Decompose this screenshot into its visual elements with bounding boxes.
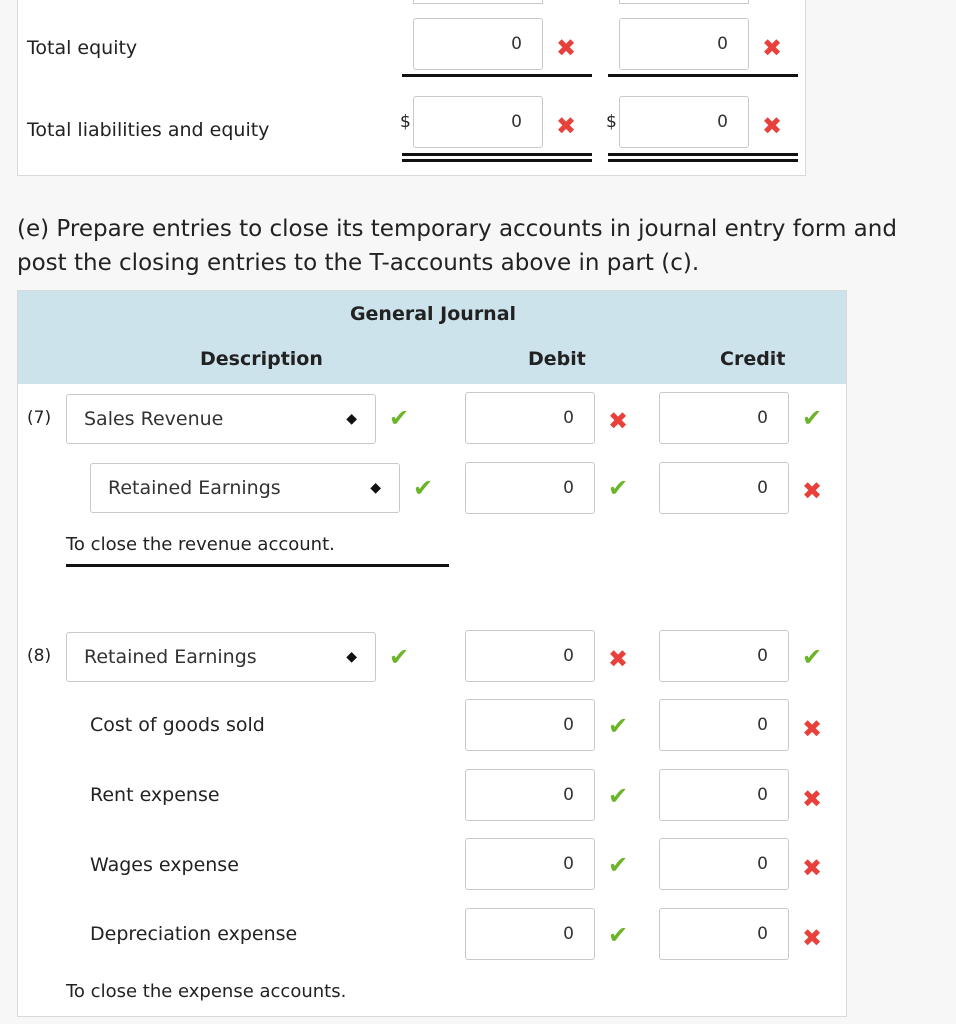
select-arrows-icon: ◆ <box>346 411 357 427</box>
check-icon: ✔ <box>389 643 410 671</box>
underline-single <box>608 74 798 77</box>
total-equity-col1-input[interactable] <box>413 18 543 70</box>
check-icon: ✔ <box>802 643 823 671</box>
entry7-line2-debit-input[interactable] <box>465 462 595 514</box>
entry8-wages-credit-input[interactable] <box>659 838 789 890</box>
check-icon: ✔ <box>608 921 629 949</box>
entry8-line1-debit-input[interactable] <box>465 630 595 682</box>
entry8-depreciation-credit-input[interactable] <box>659 908 789 960</box>
entry7-memo: To close the revenue account. <box>66 534 335 555</box>
entry7-line2-account-select[interactable] <box>90 463 400 513</box>
journal-title: General Journal <box>349 303 517 325</box>
select-arrows-icon: ◆ <box>370 480 381 496</box>
entry8-rent-debit-input[interactable] <box>465 769 595 821</box>
check-icon: ✔ <box>608 851 629 879</box>
cross-icon: ✖ <box>762 34 783 62</box>
total-liab-equity-col1-input[interactable] <box>413 96 543 148</box>
debit-column-header: Debit <box>528 348 586 370</box>
underline-single <box>402 74 592 77</box>
total-equity-col2-input[interactable] <box>619 18 749 70</box>
input-stub <box>413 0 543 4</box>
entry7-line1-credit-input[interactable] <box>659 392 789 444</box>
cross-icon: ✖ <box>802 924 823 952</box>
description-column-header: Description <box>200 348 323 370</box>
entry8-account-cost-of-goods-sold: Cost of goods sold <box>90 714 265 736</box>
total-equity-label: Total equity <box>27 37 138 59</box>
entry8-cogs-debit-input[interactable] <box>465 699 595 751</box>
entry8-rent-credit-input[interactable] <box>659 769 789 821</box>
selected-account: Sales Revenue <box>84 408 224 430</box>
entry8-line1-credit-input[interactable] <box>659 630 789 682</box>
check-icon: ✔ <box>389 404 410 432</box>
entry7-line1-account-select[interactable] <box>66 394 376 444</box>
entry8-memo: To close the expense accounts. <box>66 981 347 1002</box>
cross-icon: ✖ <box>608 407 629 435</box>
underline-double <box>608 153 798 162</box>
select-arrows-icon: ◆ <box>346 649 357 665</box>
dollar-sign: $ <box>400 112 411 132</box>
cross-icon: ✖ <box>802 854 823 882</box>
check-icon: ✔ <box>802 404 823 432</box>
memo-underline <box>66 564 449 567</box>
entry-number-7: (7) <box>27 408 52 428</box>
input-stub <box>619 0 749 4</box>
part-e-instructions: (e) Prepare entries to close its temporary accounts in journal entry form and post the closing entries to the T-accounts above in part (c). <box>17 216 897 276</box>
check-icon: ✔ <box>608 782 629 810</box>
entry7-line2-credit-input[interactable] <box>659 462 789 514</box>
cross-icon: ✖ <box>762 112 783 140</box>
underline-double <box>402 153 592 162</box>
cross-icon: ✖ <box>802 715 823 743</box>
cross-icon: ✖ <box>802 785 823 813</box>
credit-column-header: Credit <box>720 348 786 370</box>
cross-icon: ✖ <box>556 112 577 140</box>
entry8-account-rent-expense: Rent expense <box>90 784 220 806</box>
journal-header <box>18 291 846 384</box>
check-icon: ✔ <box>608 712 629 740</box>
entry8-cogs-credit-input[interactable] <box>659 699 789 751</box>
entry-number-8: (8) <box>27 646 52 666</box>
cross-icon: ✖ <box>556 34 577 62</box>
total-liab-equity-col2-input[interactable] <box>619 96 749 148</box>
entry8-line1-account-select[interactable] <box>66 632 376 682</box>
entry7-line1-debit-input[interactable] <box>465 392 595 444</box>
selected-account: Retained Earnings <box>84 646 257 668</box>
entry8-depreciation-debit-input[interactable] <box>465 908 595 960</box>
cross-icon: ✖ <box>802 477 823 505</box>
check-icon: ✔ <box>413 474 434 502</box>
selected-account: Retained Earnings <box>108 477 281 499</box>
total-liabilities-equity-label: Total liabilities and equity <box>27 119 270 141</box>
entry8-account-wages-expense: Wages expense <box>90 854 239 876</box>
cross-icon: ✖ <box>608 645 629 673</box>
dollar-sign: $ <box>606 112 617 132</box>
check-icon: ✔ <box>608 474 629 502</box>
entry8-account-depreciation-expense: Depreciation expense <box>90 923 298 945</box>
entry8-wages-debit-input[interactable] <box>465 838 595 890</box>
